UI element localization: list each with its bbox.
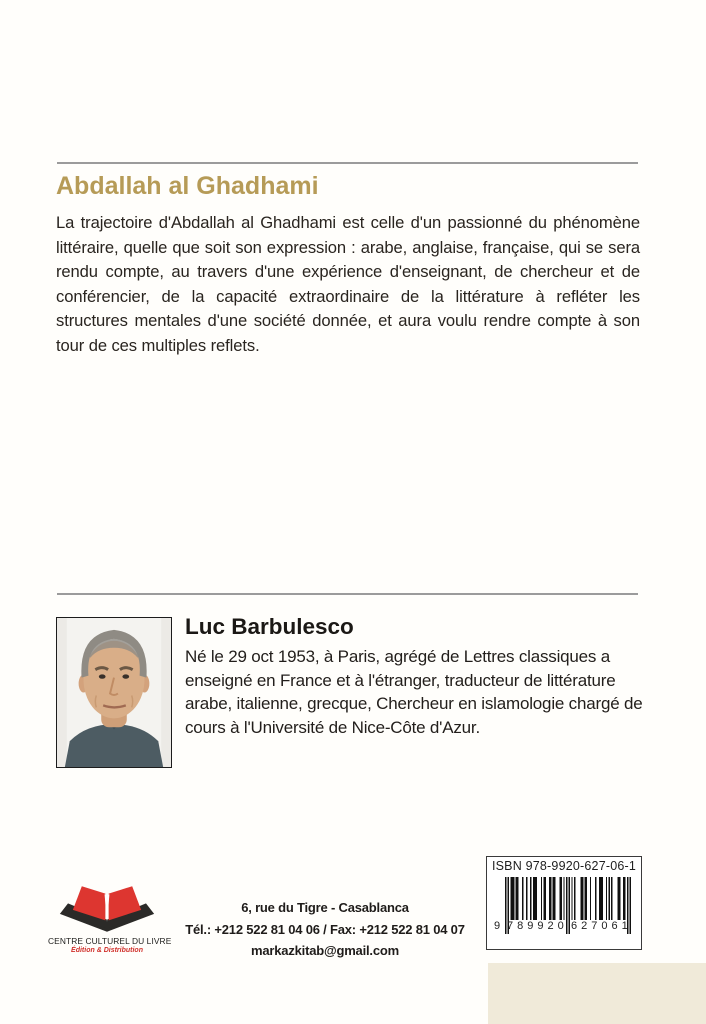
divider-top [57, 162, 638, 164]
translator-portrait-photo [56, 617, 172, 768]
portrait-illustration [57, 618, 171, 767]
isbn-label: ISBN 978-9920-627-06-1 [491, 859, 637, 873]
publisher-logo [48, 883, 172, 954]
publisher-email: markazkitab@gmail.com [251, 943, 399, 958]
author-name-heading: Abdallah al Ghadhami [56, 172, 319, 200]
barcode-digit-lead: 9 [494, 920, 501, 932]
author-description: La trajectoire d'Abdallah al Ghadhami est celle d'un passionné du phénomène littéraire, quelle que soit son expression : arabe, anglaise, française, qui se sera rendu compte, au travers d'une expérience d'enseignant, de chercheur et de conférencier, de la capacité extraordinaire de la littérature à refléter les structures mentales d'une société donnée, et aura voulu rendre compte à son tour de ces multiples reflets. [56, 213, 640, 355]
translator-bio: Né le 29 oct 1953, à Paris, agrégé de Lettres classiques a enseigné en France et à l'étranger, traducteur de littérature arabe, italienne, grecque, Chercheur en islamologie chargé de cours à l'Université de Nice-Côte d'Azur. [185, 647, 643, 737]
publisher-address: 6, rue du Tigre - Casablanca [241, 900, 409, 915]
barcode-digits-left: 789920 [507, 920, 568, 932]
publisher-contact-block [173, 897, 477, 962]
bottom-right-beige-patch [488, 963, 706, 1024]
publisher-phone-fax: Tél.: +212 522 81 04 06 / Fax: +212 522 81 04 07 [185, 921, 465, 937]
barcode-digits-right: 627061 [571, 920, 632, 932]
isbn-barcode [486, 856, 642, 950]
publisher-logo-subtitle: Édition & Distribution [71, 947, 143, 954]
divider-middle [57, 593, 638, 595]
publisher-logo-name: CENTRE CULTUREL DU LIVRE [48, 936, 172, 946]
translator-name-heading: Luc Barbulesco [185, 614, 354, 639]
open-book-logo-icon [58, 883, 156, 935]
